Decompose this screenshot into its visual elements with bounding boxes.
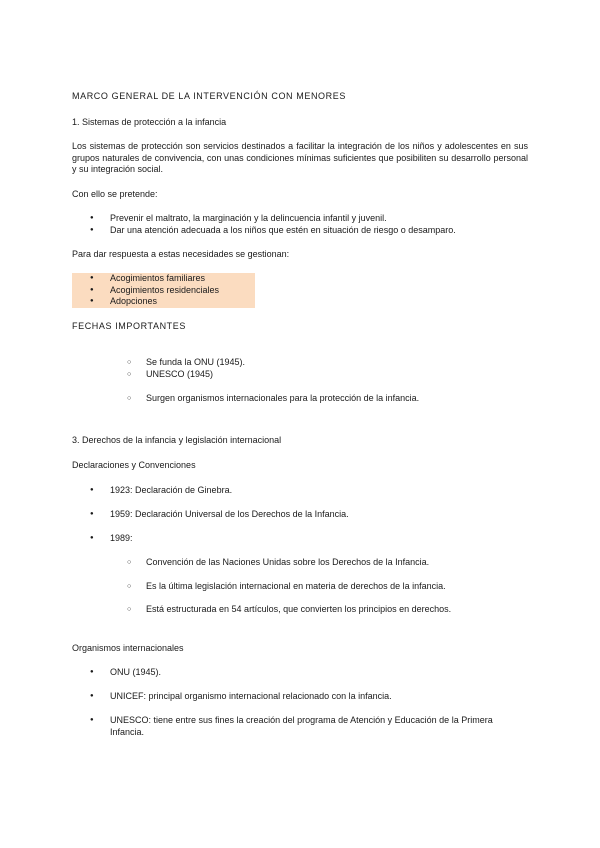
declarations-list-1 <box>72 485 528 497</box>
section-1-intro-2: Para dar respuesta a estas necesidades se gestionan: <box>72 249 290 259</box>
list-item: ○ Es la última legislación internacional en materia de derechos de la infancia. <box>72 581 528 593</box>
section-1-intro: Con ello se pretende: <box>72 189 158 199</box>
convention-sub-list-2 <box>72 581 528 593</box>
list-item: ○ UNESCO (1945) <box>72 369 528 381</box>
document-title: MARCO GENERAL DE LA INTERVENCIÓN CON MENORES <box>72 91 346 101</box>
section-1-paragraph: Los sistemas de protección son servicios destinados a facilitar la integración de los niños y adolescentes en sus grupos naturales de convivencia, con unas condiciones mínimas suficientes que posibiliten su desarrollo personal y su integración social. <box>72 141 528 174</box>
organismos-list-3 <box>72 715 528 738</box>
section-3-heading: 3. Derechos de la infancia y legislación internacional <box>72 435 282 445</box>
fechas-list-2 <box>72 393 528 405</box>
fechas-heading: FECHAS IMPORTANTES <box>72 321 186 331</box>
highlighted-list-item: ● Acogimientos residenciales <box>72 285 255 297</box>
section-1-heading: 1. Sistemas de protección a la infancia <box>72 117 227 127</box>
list-item: ○ Se funda la ONU (1945). <box>72 357 528 369</box>
section-3-subheading: Declaraciones y Convenciones <box>72 460 196 470</box>
list-item: ○ Convención de las Naciones Unidas sobre los Derechos de la Infancia. <box>72 557 528 569</box>
list-item: ● Dar una atención adecuada a los niños que estén en situación de riesgo o desamparo. <box>72 225 528 237</box>
declarations-list-2 <box>72 509 528 521</box>
declarations-list-3 <box>72 533 528 545</box>
highlighted-list <box>72 273 528 308</box>
highlighted-list-item: ● Adopciones <box>72 296 255 308</box>
convention-sub-list-3 <box>72 604 528 616</box>
list-item: ○ Está estructurada en 54 artículos, que convierten los principios en derechos. <box>72 604 528 616</box>
fechas-list <box>72 357 528 380</box>
list-item: ○ Surgen organismos internacionales para la protección de la infancia. <box>72 393 528 405</box>
organismos-list-2 <box>72 691 528 703</box>
list-item: ● UNESCO: tiene entre sus fines la creación del programa de Atención y Educación de la Primera Infancia. <box>72 715 528 738</box>
list-item: ● UNICEF: principal organismo internacional relacionado con la infancia. <box>72 691 528 703</box>
list-item: ● 1959: Declaración Universal de los Derechos de la Infancia. <box>72 509 528 521</box>
list-item: ● Prevenir el maltrato, la marginación y la delincuencia infantil y juvenil. <box>72 213 528 225</box>
list-item: ● 1923: Declaración de Ginebra. <box>72 485 528 497</box>
organismos-heading: Organismos internacionales <box>72 643 184 653</box>
convention-sub-list-1 <box>72 557 528 569</box>
section-1-bullet-list <box>72 213 528 236</box>
list-item: ● ONU (1945). <box>72 667 528 679</box>
organismos-list-1 <box>72 667 528 679</box>
highlighted-list-item: ● Acogimientos familiares <box>72 273 255 285</box>
list-item: ● 1989: <box>72 533 528 545</box>
